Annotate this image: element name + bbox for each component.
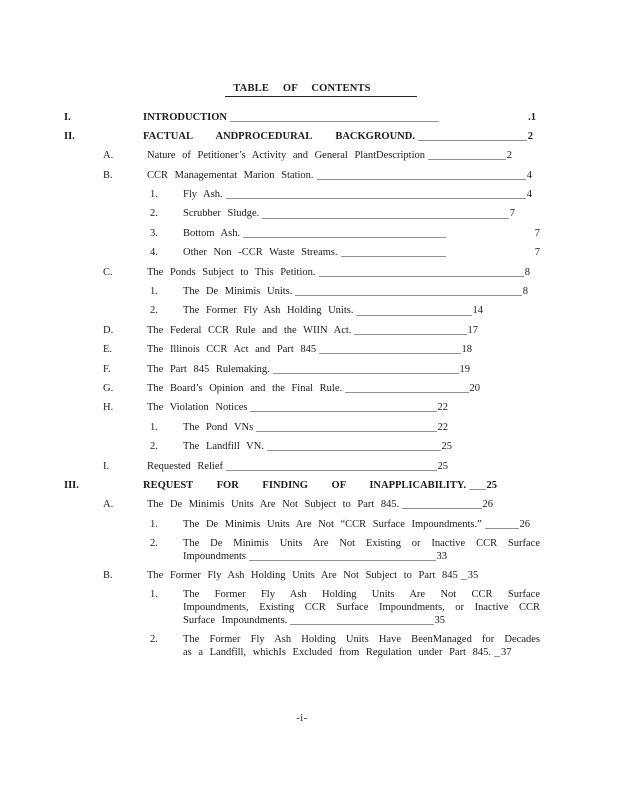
page-number: 4	[526, 189, 532, 201]
dot-leader	[402, 507, 481, 509]
page-number: 20	[469, 382, 480, 394]
dot-leader	[469, 488, 485, 490]
entry-content	[147, 461, 540, 474]
entry-content	[183, 422, 540, 435]
entry-content	[183, 228, 540, 241]
dot-leader	[317, 178, 526, 180]
entry-label: 2.	[150, 538, 158, 550]
entry-last-line	[183, 286, 528, 299]
dot-leader	[290, 623, 433, 625]
dot-leader	[243, 236, 446, 238]
toc-entry	[64, 267, 540, 280]
entry-label: 1.	[150, 189, 158, 201]
entry-label: I.	[64, 111, 71, 123]
entry-content	[147, 499, 540, 512]
entry-text: The Former Fly Ash Holding Units.	[183, 305, 354, 317]
entry-content	[147, 383, 540, 396]
toc-entry	[64, 208, 540, 221]
entry-label: A.	[103, 150, 114, 162]
entry-text-line: The Former Fly Ash Holding Units Have BeenManaged for Decades	[183, 634, 540, 646]
dot-leader	[341, 255, 446, 257]
entry-text: The Violation Notices	[147, 402, 248, 414]
page-number: 14	[472, 305, 483, 317]
toc-entry	[64, 499, 540, 512]
entry-text: The De Minimis Units Are Not Subject to Part 845.	[147, 499, 400, 511]
entry-label: E.	[103, 344, 113, 356]
entry-content	[147, 325, 540, 338]
page-number: 2	[527, 130, 533, 142]
entry-last-line	[147, 325, 478, 338]
page-number: 25	[486, 479, 497, 491]
entry-label: C.	[103, 266, 113, 278]
entry-text: Fly Ash.	[183, 189, 223, 201]
entry-label: 1.	[150, 589, 158, 601]
entry-content	[183, 189, 540, 202]
entry-text: The Federal CCR Rule and the WIIN Act.	[147, 324, 352, 336]
dot-leader	[428, 158, 506, 160]
entry-last-line	[183, 615, 445, 628]
toc-entry	[64, 286, 540, 299]
toc-entry	[64, 364, 540, 377]
entry-last-line	[147, 150, 512, 163]
dot-leader	[494, 655, 500, 657]
entry-last-line	[147, 570, 479, 583]
page-number: 18	[461, 344, 472, 356]
entry-text: Other Non -CCR Waste Streams.	[183, 247, 338, 259]
entry-last-line	[183, 189, 532, 202]
toc-entry	[64, 112, 540, 125]
dot-leader	[418, 139, 527, 141]
entry-content	[183, 208, 540, 221]
page-number: 26	[482, 499, 493, 511]
dot-leader	[273, 372, 459, 374]
entry-label: B.	[103, 570, 113, 582]
toc-entry	[64, 441, 540, 454]
toc-list	[64, 112, 540, 660]
entry-last-line	[183, 441, 452, 454]
page-number: 22	[437, 402, 448, 414]
entry-text: REQUEST FOR FINDING OF INAPPLICABILITY.	[143, 479, 467, 491]
entry-content	[143, 112, 540, 125]
toc-entry	[64, 383, 540, 396]
entry-text: The Landfill VN.	[183, 441, 264, 453]
entry-text-line: Impoundments, Existing CCR Surface Impoundments, or Inactive CCR	[183, 602, 540, 614]
entry-text: Nature of Petitioner’s Activity and General PlantDescription	[147, 150, 426, 162]
entry-label: 3.	[150, 227, 158, 239]
entry-text-line: The De Minimis Units Are Not Existing or Inactive CCR Surface	[183, 538, 540, 550]
toc-entry	[64, 519, 540, 532]
page-number: 35	[467, 570, 479, 582]
entry-text: CCR Managementat Marion Station.	[147, 169, 314, 181]
page-number: 19	[459, 363, 470, 375]
entry-text: The Part 845 Rulemaking.	[147, 363, 270, 375]
title-row	[64, 83, 540, 97]
entry-content	[183, 247, 540, 260]
dot-leader	[295, 294, 521, 296]
dot-leader	[226, 469, 436, 471]
entry-text: The Illinois CCR Act and Part 845	[147, 344, 317, 356]
page-number: 26	[519, 518, 530, 530]
dot-leader	[250, 410, 436, 412]
entry-last-line	[183, 305, 483, 318]
dot-leader	[319, 275, 524, 277]
entry-last-line	[147, 170, 532, 183]
entry-last-line	[147, 383, 480, 396]
entry-text: Surface Impoundments.	[183, 614, 288, 626]
entry-last-line	[143, 131, 533, 144]
entry-text: Impoundments	[183, 550, 246, 562]
page-number: 35	[434, 614, 445, 626]
entry-content	[147, 402, 540, 415]
entry-text: The Board’s Opinion and the Final Rule.	[147, 382, 343, 394]
dot-leader	[345, 391, 468, 393]
entry-last-line	[147, 499, 493, 512]
toc-entry	[64, 480, 540, 493]
toc-entry	[64, 422, 540, 435]
entry-label: 2.	[150, 634, 158, 646]
entry-last-line	[183, 208, 515, 221]
entry-content	[183, 519, 540, 532]
dot-leader	[319, 352, 460, 354]
toc-entry	[64, 247, 540, 260]
dot-leader	[226, 197, 526, 199]
entry-content	[147, 344, 540, 357]
entry-last-line	[183, 422, 448, 435]
entry-label: B.	[103, 169, 113, 181]
entry-text: The Pond VNs	[183, 421, 254, 433]
entry-text: The De Minimis Units.	[183, 286, 293, 298]
dot-leader	[262, 217, 508, 219]
page-number: 7	[534, 227, 540, 239]
entry-label: I.	[103, 460, 110, 472]
entry-text-line: The Former Fly Ash Holding Units Are Not CCR Surface	[183, 589, 540, 601]
toc-entry	[64, 189, 540, 202]
entry-content	[147, 170, 540, 183]
page-number: 37	[500, 646, 512, 658]
entry-last-line	[183, 247, 540, 260]
page-footer: -i-	[296, 713, 308, 724]
page-title: TABLE OF CONTENTS	[225, 83, 416, 97]
entry-text: The Ponds Subject to This Petition.	[147, 266, 316, 278]
toc-entry	[64, 325, 540, 338]
dot-leader	[485, 527, 519, 529]
dot-leader	[267, 449, 441, 451]
entry-content	[147, 570, 540, 583]
entry-content	[183, 305, 540, 318]
page-number: 22	[437, 421, 448, 433]
toc-entry	[64, 228, 540, 241]
dot-leader	[230, 120, 439, 122]
page-number: 33	[436, 550, 447, 562]
page-number: 7	[534, 247, 540, 259]
page-number: 7	[509, 208, 515, 220]
entry-content	[183, 634, 540, 659]
dot-leader	[356, 314, 471, 316]
entry-text: Requested Relief	[147, 460, 224, 472]
entry-content	[183, 441, 540, 454]
entry-text: Scrubber Sludge.	[183, 208, 260, 220]
entry-content	[147, 150, 540, 163]
entry-content	[183, 286, 540, 299]
entry-last-line	[147, 344, 472, 357]
entry-label: F.	[103, 363, 111, 375]
dot-leader	[249, 559, 436, 561]
toc-entry	[64, 538, 540, 563]
entry-last-line	[147, 402, 448, 415]
entry-label: 2.	[150, 208, 158, 220]
entry-last-line	[183, 519, 530, 532]
entry-label: A.	[103, 499, 114, 511]
entry-label: 2.	[150, 305, 158, 317]
entry-label: 1.	[150, 421, 158, 433]
page-number: 25	[437, 460, 448, 472]
dot-leader	[354, 333, 466, 335]
entry-content	[147, 364, 540, 377]
page-number: .1	[528, 111, 536, 123]
toc-entry	[64, 570, 540, 583]
entry-text: FACTUAL ANDPROCEDURAL BACKGROUND.	[143, 130, 415, 142]
entry-text: Bottom Ash.	[183, 227, 241, 239]
entry-content	[183, 589, 540, 627]
toc-entry	[64, 589, 540, 627]
page-number: 8	[522, 286, 528, 298]
entry-label: 1.	[150, 518, 158, 530]
entry-content	[183, 538, 540, 563]
entry-last-line	[143, 480, 497, 493]
page-number: 25	[441, 441, 452, 453]
toc-entry	[64, 131, 540, 144]
entry-text: as a Landfill, whichIs Excluded from Regulation under Part 845.	[183, 646, 491, 658]
entry-label: 2.	[150, 441, 158, 453]
entry-label: H.	[103, 402, 114, 414]
entry-text: INTRODUCTION	[143, 111, 228, 123]
entry-text: The Former Fly Ash Holding Units Are Not Subject to Part 845	[147, 570, 458, 582]
entry-last-line	[147, 461, 448, 474]
entry-label: 4.	[150, 247, 158, 259]
entry-label: 1.	[150, 286, 158, 298]
entry-content	[143, 131, 540, 144]
toc-entry	[64, 402, 540, 415]
entry-last-line	[143, 112, 536, 125]
entry-label: D.	[103, 324, 114, 336]
entry-content	[147, 267, 540, 280]
entry-text: The De Minimis Units Are Not “CCR Surface Impoundments.”	[183, 518, 482, 530]
entry-last-line	[147, 364, 470, 377]
toc-entry	[64, 344, 540, 357]
toc-entry	[64, 150, 540, 163]
dot-leader	[461, 578, 467, 580]
toc-entry	[64, 170, 540, 183]
entry-last-line	[147, 267, 530, 280]
toc-entry	[64, 305, 540, 318]
page-number: 8	[524, 266, 530, 278]
dot-leader	[256, 430, 436, 432]
entry-last-line	[183, 228, 540, 241]
entry-content	[143, 480, 540, 493]
entry-label: III.	[64, 479, 79, 491]
entry-label: II.	[64, 130, 75, 142]
toc-entry	[64, 634, 540, 659]
page-number: 4	[526, 169, 532, 181]
entry-last-line	[183, 551, 447, 564]
entry-last-line	[183, 646, 512, 660]
page-number: 2	[506, 150, 512, 162]
entry-label: G.	[103, 382, 114, 394]
toc-entry	[64, 461, 540, 474]
page-number: 17	[467, 324, 478, 336]
